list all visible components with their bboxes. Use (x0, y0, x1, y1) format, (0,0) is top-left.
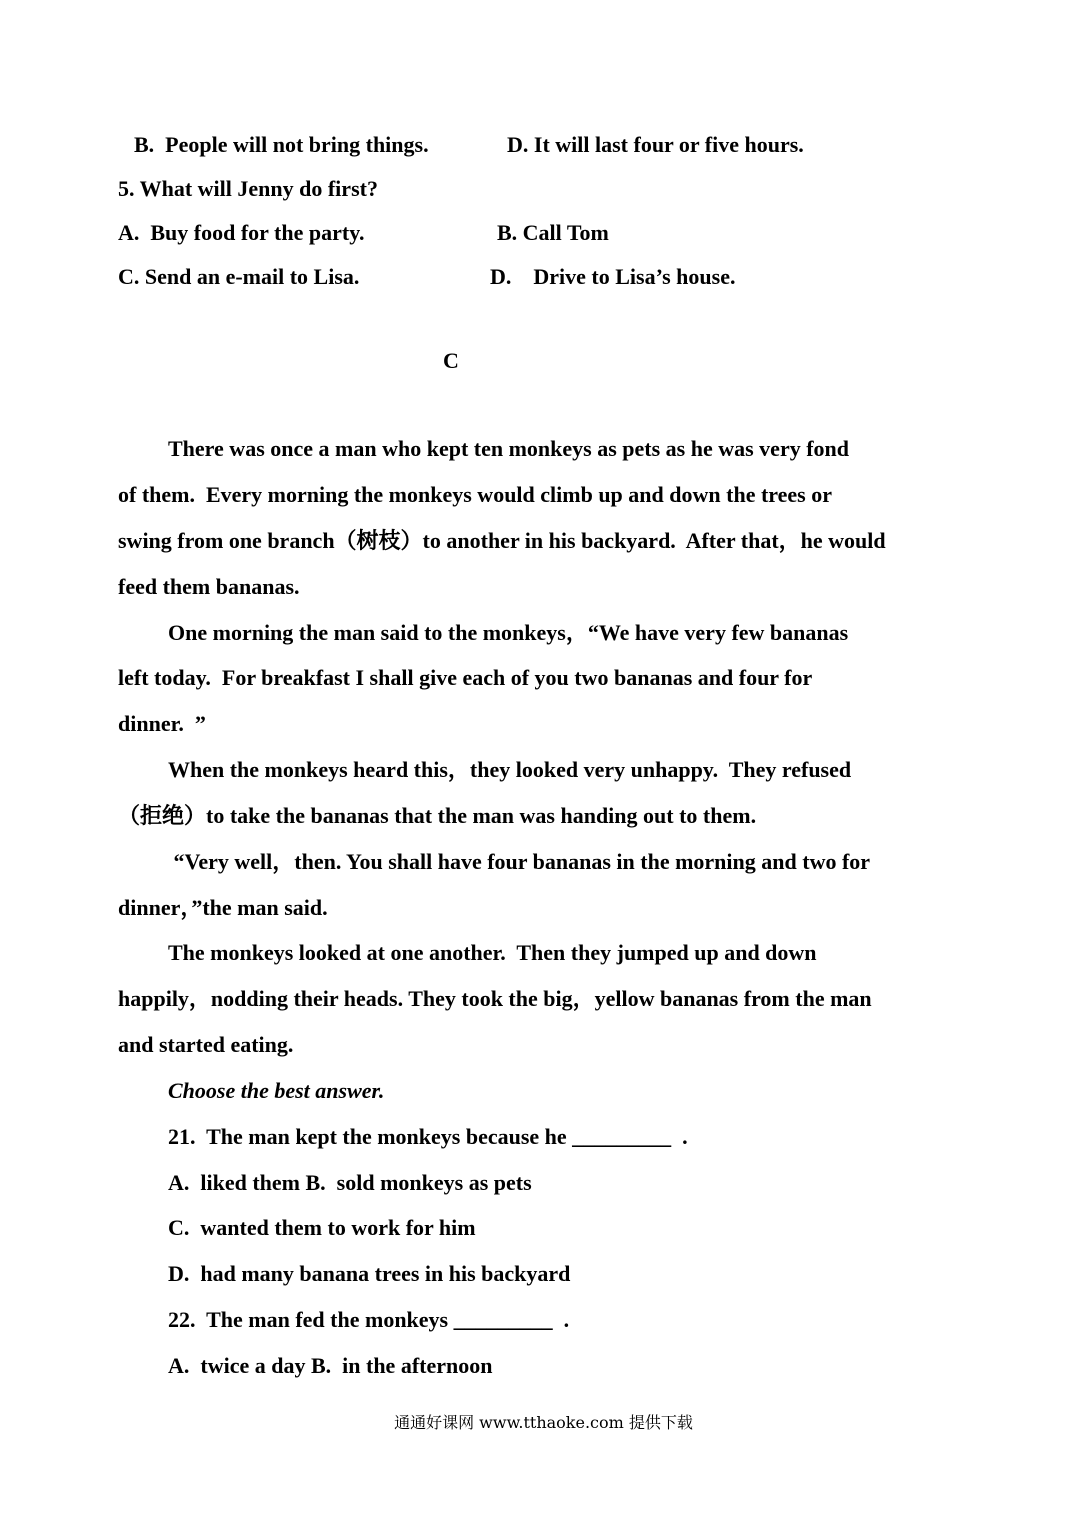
question-22-option: A. twice a day B. in the afternoon (168, 1353, 493, 1378)
question-22-stem: 22. The man fed the monkeys _________ . (168, 1307, 570, 1332)
question-21-option: A. liked them B. sold monkeys as pets (168, 1170, 532, 1195)
prev-question-option-d: D. It will last four or five hours. (507, 132, 804, 157)
passage-line: left today. For breakfast I shall give each of you two bananas and four for (118, 665, 813, 690)
passage-line: swing from one branch（树枝）to another in his backyard. After that，he would (118, 528, 886, 553)
passage-line: One morning the man said to the monkeys，“We have very few bananas (168, 620, 849, 645)
question-5-stem: 5. What will Jenny do first? (118, 176, 378, 201)
prev-question-option-b: B. People will not bring things. (134, 132, 429, 157)
passage-line: and started eating. (118, 1032, 294, 1057)
question-5-option-c: C. Send an e-mail to Lisa. (118, 264, 360, 289)
section-heading: C (443, 348, 459, 373)
question-5-option-d: D. Drive to Lisa’s house. (490, 264, 736, 289)
passage-line: dinner. ” (118, 711, 206, 736)
passage-line: When the monkeys heard this，they looked very unhappy. They refused (168, 757, 852, 782)
instructions: Choose the best answer. (168, 1078, 385, 1103)
question-21-stem: 21. The man kept the monkeys because he _________ . (168, 1124, 688, 1149)
question-21-option: C. wanted them to work for him (168, 1215, 476, 1240)
question-5-option-a: A. Buy food for the party. (118, 220, 365, 245)
page-footer: 通通好课网 www.tthaoke.com 提供下载 (394, 1413, 693, 1432)
passage-line: （拒绝）to take the bananas that the man was handing out to them. (118, 803, 757, 828)
passage-line: dinner，”the man said. (118, 895, 328, 920)
passage-line: The monkeys looked at one another. Then they jumped up and down (168, 940, 817, 965)
passage-line: “Very well，then. You shall have four bananas in the morning and two for (168, 849, 871, 874)
question-21-option: D. had many banana trees in his backyard (168, 1261, 571, 1286)
passage-line: of them. Every morning the monkeys would climb up and down the trees or (118, 482, 833, 507)
question-5-option-b: B. Call Tom (497, 220, 609, 245)
passage-line: There was once a man who kept ten monkeys as pets as he was very fond (168, 436, 850, 461)
passage-line: feed them bananas. (118, 574, 300, 599)
passage-line: happily，nodding their heads. They took the big，yellow bananas from the man (118, 986, 872, 1011)
